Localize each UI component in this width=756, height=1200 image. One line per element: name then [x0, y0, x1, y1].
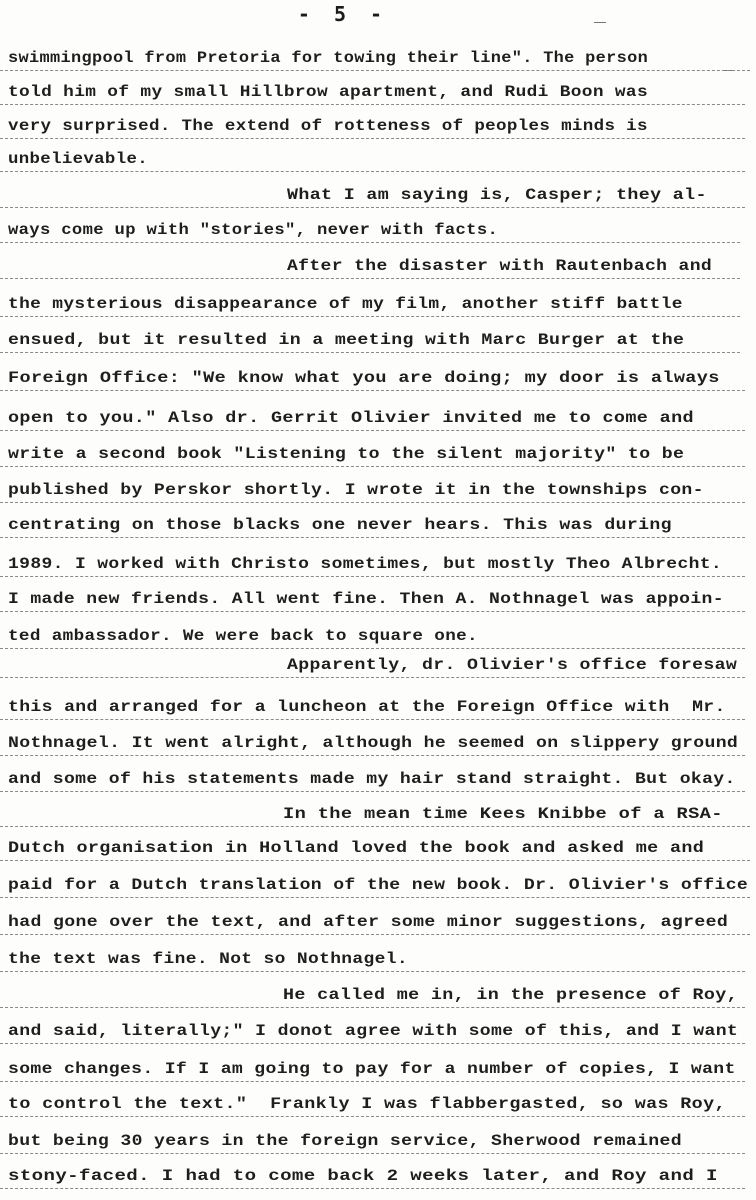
ruled-line — [0, 104, 745, 105]
ruled-line — [0, 1007, 745, 1008]
text-line: ways come up with "stories", never with facts. — [8, 221, 499, 239]
ruled-line — [0, 791, 745, 792]
text-line: published by Perskor shortly. I wrote it in the townships con- — [8, 481, 704, 499]
text-line: to control the text." Frankly I was flabbergasted, so was Roy, — [8, 1095, 726, 1113]
text-line: After the disaster with Rautenbach and — [287, 257, 713, 275]
ruled-line — [0, 352, 740, 353]
ruled-line — [0, 1153, 745, 1154]
text-line: open to you." Also dr. Gerrit Olivier invited me to come and — [8, 409, 694, 427]
text-line: I made new friends. All went fine. Then A. Nothnagel was appoin- — [8, 590, 724, 608]
text-line: the text was fine. Not so Nothnagel. — [8, 950, 408, 968]
text-line: He called me in, in the presence of Roy, — [283, 986, 739, 1004]
text-line: unbelievable. — [8, 150, 149, 168]
ruled-line — [0, 677, 745, 678]
ruled-line — [0, 860, 750, 861]
ruled-line — [0, 934, 750, 935]
text-line: What I am saying is, Casper; they al- — [287, 186, 707, 204]
page-number: - 5 - — [297, 2, 389, 26]
text-line: told him of my small Hillbrow apartment, and Rudi Boon was — [8, 83, 648, 101]
ruled-line — [0, 897, 750, 898]
text-line: Nothnagel. It went alright, although he seemed on slippery ground — [8, 734, 739, 752]
text-line: and said, literally;" I donot agree with some of this, and I want — [8, 1022, 739, 1040]
ruled-line — [0, 1081, 745, 1082]
text-line: swimmingpool from Pretoria for towing their line". The person — [8, 49, 649, 67]
text-line: write a second book "Listening to the silent majority" to be — [8, 445, 685, 463]
text-line: stony-faced. I had to come back 2 weeks later, and Roy and I — [8, 1167, 718, 1185]
ruled-line — [0, 70, 750, 71]
ruled-line — [0, 278, 740, 279]
text-line: paid for a Dutch translation of the new book. Dr. Olivier's office — [8, 876, 749, 894]
text-line: but being 30 years in the foreign service, Sherwood remained — [8, 1132, 683, 1150]
text-line: ensued, but it resulted in a meeting with Marc Burger at the — [8, 331, 685, 349]
ruled-line — [0, 576, 745, 577]
text-line: some changes. If I am going to pay for a number of copies, I want — [8, 1060, 736, 1078]
text-line: Apparently, dr. Olivier's office foresaw — [287, 656, 738, 674]
ruled-line — [0, 316, 740, 317]
ruled-line — [0, 430, 745, 431]
text-line: In the mean time Kees Knibbe of a RSA- — [283, 805, 723, 823]
ruled-line — [0, 138, 745, 139]
ruled-line — [0, 1116, 745, 1117]
ruled-line — [0, 466, 745, 467]
ruled-line — [0, 242, 740, 243]
ruled-line — [0, 537, 745, 538]
ruled-line — [0, 1188, 745, 1189]
text-line: very surprised. The extend of rotteness of peoples minds is — [8, 117, 648, 135]
ruled-line — [0, 502, 745, 503]
ruled-line — [0, 971, 745, 972]
text-line: had gone over the text, and after some minor suggestions, agreed — [8, 913, 729, 931]
ruled-line — [0, 755, 745, 756]
ruled-line — [0, 719, 745, 720]
text-line: and some of his statements made my hair stand straight. But okay. — [8, 770, 736, 788]
text-line: this and arranged for a luncheon at the Foreign Office with Mr. — [8, 698, 726, 716]
text-line: Foreign Office: "We know what you are doing; my door is always — [8, 369, 720, 387]
ruled-line — [0, 648, 745, 649]
ink-mark — [594, 22, 606, 23]
ruled-line — [0, 390, 745, 391]
ruled-line — [0, 1043, 745, 1044]
text-line: centrating on those blacks one never hears. This was during — [8, 516, 672, 534]
ruled-line — [0, 826, 750, 827]
text-line: Dutch organisation in Holland loved the book and asked me and — [8, 839, 705, 857]
ruled-line — [0, 207, 745, 208]
ruled-line — [0, 611, 745, 612]
text-line: ted ambassador. We were back to square one. — [8, 627, 478, 645]
ruled-line — [0, 171, 745, 172]
text-line: the mysterious disappearance of my film, another stiff battle — [8, 295, 683, 313]
text-line: 1989. I worked with Christo sometimes, but mostly Theo Albrecht. — [8, 555, 723, 573]
